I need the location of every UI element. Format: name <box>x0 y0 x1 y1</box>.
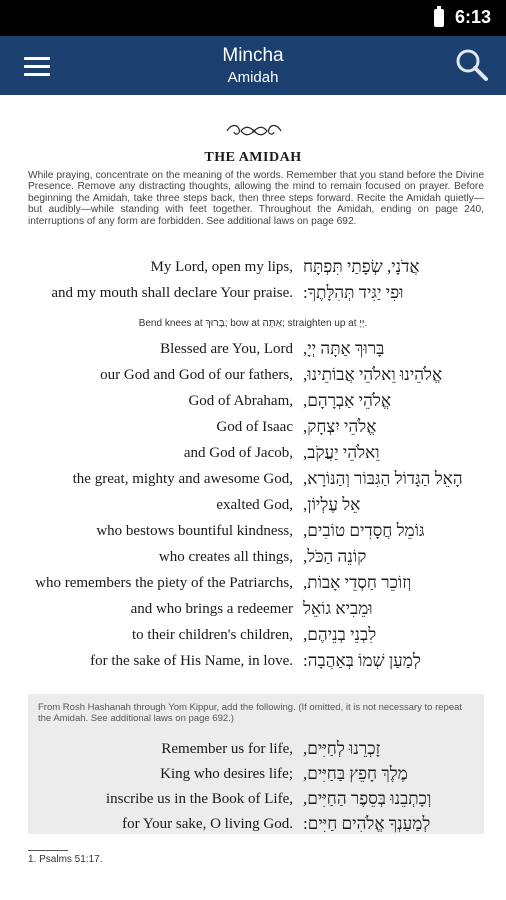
prayer-line <box>0 468 506 492</box>
prayer-line <box>0 813 506 837</box>
hebrew-text: לְמַעַנְךָ אֱלֹהִים חַיִּים: <box>303 814 431 833</box>
hebrew-text: וּמֵבִיא גוֹאֵל <box>303 599 373 618</box>
prayer-line <box>0 494 506 518</box>
prayer-line <box>0 738 506 762</box>
prayer-line <box>0 338 506 362</box>
english-text: who remembers the piety of the Patriarchs, <box>35 575 293 591</box>
hebrew-text: וּפִי יַגִּיד תְּהִלָּתֶךָ: <box>303 283 404 302</box>
prayer-line <box>0 442 506 466</box>
hebrew-text: מֶלֶךְ חָפֵץ בַּחַיִּים, <box>303 764 408 783</box>
ornament-icon <box>223 122 285 140</box>
hebrew-text: אֵל עֶלְיוֹן, <box>303 495 361 514</box>
hebrew-text: וֵאלֹהֵי יַעֲקֹב, <box>303 443 380 462</box>
hebrew-text: בָּרוּךְ אַתָּה יְיָ, <box>303 339 385 358</box>
page-subtitle: Amidah <box>227 69 279 86</box>
hebrew-text: וְזוֹכֵר חַסְדֵי אָבוֹת, <box>303 573 412 592</box>
english-text: for Your sake, O living God. <box>122 816 293 832</box>
english-text: the great, mighty and awesome God, <box>72 471 293 487</box>
prayer-line <box>0 282 506 306</box>
prayer-line <box>0 572 506 596</box>
footnote-divider <box>28 850 68 851</box>
english-text: King who desires life; <box>160 766 293 782</box>
english-text: our God and God of our fathers, <box>100 367 293 383</box>
hebrew-text: אֲדֹנָי, שְׂפָתַי תִּפְתָּח <box>303 257 420 276</box>
english-text: God of Abraham, <box>188 393 293 409</box>
app-bar <box>0 36 506 95</box>
prayer-line <box>0 520 506 544</box>
english-text: to their children's children, <box>132 627 293 643</box>
section-heading: THE AMIDAH <box>204 150 302 165</box>
hebrew-text: אֱלֹהֵי יִצְחָק, <box>303 417 377 436</box>
hebrew-text: הָאֵל הַגָּדוֹל הַגִּבּוֹר וְהַנּוֹרָא, <box>303 469 463 488</box>
english-text: inscribe us in the Book of Life, <box>105 791 293 807</box>
hebrew-text: זָכְרֵנוּ לְחַיִּים, <box>303 739 381 758</box>
prayer-line <box>0 598 506 622</box>
english-text: and who brings a redeemer <box>130 601 293 617</box>
hebrew-text: אֱלֹהֵינוּ וֵאלֹהֵי אֲבוֹתֵינוּ, <box>303 365 443 384</box>
bend-instruction: Bend knees at בָּרוּךְ; bow at אַתָּה; straighten up at יְיָ. <box>138 318 368 329</box>
prayer-line <box>0 546 506 570</box>
english-text: who bestows bountiful kindness, <box>96 523 293 539</box>
hebrew-text: קוֹנֵה הַכֹּל, <box>303 547 367 566</box>
prayer-line <box>0 364 506 388</box>
english-text: and God of Jacob, <box>183 445 293 461</box>
prayer-line <box>0 416 506 440</box>
search-icon <box>452 46 492 86</box>
hebrew-text: גּוֹמֵל חֲסָדִים טוֹבִים, <box>303 521 425 540</box>
english-text: My Lord, open my lips, <box>150 259 293 275</box>
prayer-line <box>0 256 506 280</box>
status-bar <box>0 0 506 36</box>
page-title: Mincha <box>222 45 284 66</box>
english-text: Remember us for life, <box>161 741 293 757</box>
prayer-line <box>0 763 506 787</box>
prayer-line <box>0 788 506 812</box>
hebrew-text: אֱלֹהֵי אַבְרָהָם, <box>303 391 392 410</box>
footnote: 1. Psalms 51:17. <box>28 854 103 865</box>
search-button[interactable] <box>452 46 492 86</box>
english-text: for the sake of His Name, in love. <box>90 653 293 669</box>
english-text: who creates all things, <box>158 549 293 565</box>
prayer-line <box>0 390 506 414</box>
hebrew-text: וְכָתְבֵנוּ בְּסֵפֶר הַחַיִּים, <box>303 789 432 808</box>
instructions-text: While praying, concentrate on the meaning of the words. Remember that you stand before the Divine Presence. Remove any distracting thoughts, allowing the mind to remain focused on prayer. Before beginning the Amidah, take three steps back, then three steps forward. Recite the Amidah quietly—but audibly—while standing with feet together. Throughout the Amidah, ending on page 240, interruptions of any form are forbidden. See additional laws on page 692. <box>28 170 484 227</box>
english-text: and my mouth shall declare Your praise. <box>51 285 293 301</box>
hebrew-text: לְמַעַן שְׁמוֹ בְּאַהֲבָה: <box>303 651 421 670</box>
english-text: Blessed are You, Lord <box>160 341 293 357</box>
english-text: God of Isaac <box>216 419 293 435</box>
insert-note: From Rosh Hashanah through Yom Kippur, add the following. (If omitted, it is not necessary to repeat the Amidah. See additional laws on page 692.) <box>38 702 463 724</box>
english-text: exalted God, <box>216 497 293 513</box>
status-time: 6:13 <box>455 7 492 27</box>
battery-icon <box>434 9 444 27</box>
hebrew-text: לִבְנֵי בְנֵיהֶם, <box>303 625 377 644</box>
prayer-line <box>0 650 506 674</box>
prayer-line <box>0 624 506 648</box>
